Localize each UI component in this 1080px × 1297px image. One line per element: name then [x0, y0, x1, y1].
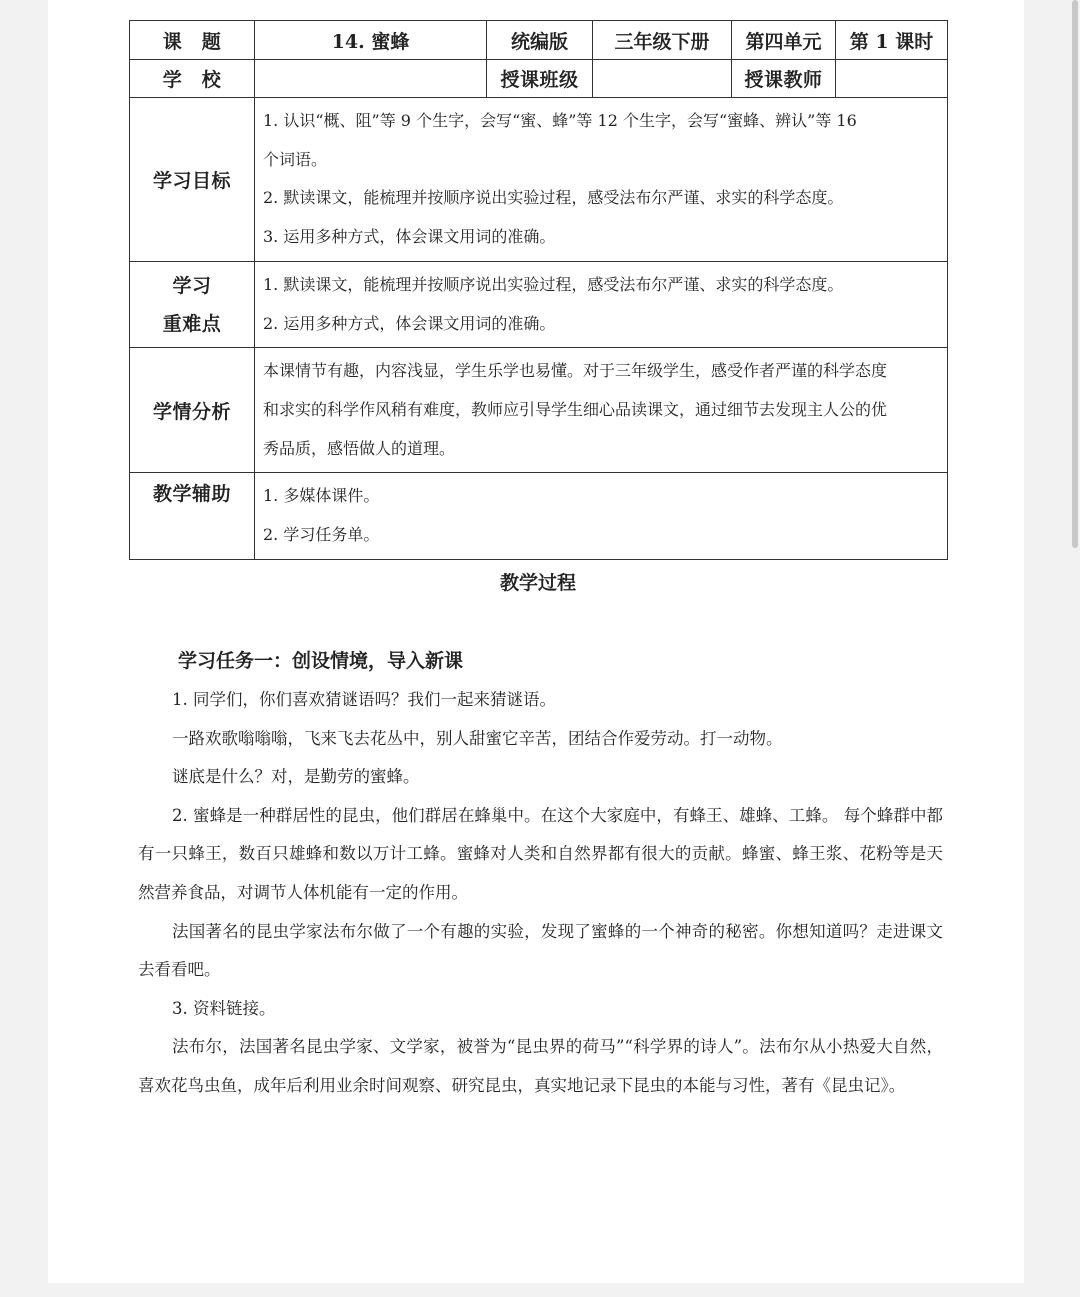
edition-value: 统编版	[487, 21, 593, 60]
paragraph: 谜底是什么？对，是勤劳的蜜蜂。	[172, 767, 420, 787]
aids-content	[255, 473, 948, 559]
school-label: 学 校	[130, 60, 255, 98]
paragraph: 3. 资料链接。	[172, 998, 276, 1018]
goals-line: 1. 认识“概、阻”等 9 个生字，会写“蜜、蜂”等 12 个生字，会写“蜜蜂、辨认”等 16	[263, 111, 857, 130]
class-label: 授课班级	[487, 60, 593, 98]
analysis-line: 秀品质，感悟做人的道理。	[263, 438, 456, 458]
key-points-label-line1: 学习	[172, 274, 212, 297]
lesson-info-table	[129, 20, 948, 560]
goals-label: 学习目标	[130, 98, 255, 262]
key-points-content	[255, 261, 948, 347]
table-row	[130, 98, 948, 262]
grade-value: 三年级下册	[593, 21, 732, 60]
table-row	[130, 348, 948, 473]
key-points-label	[130, 261, 255, 347]
paragraph: 2. 蜜蜂是一种群居性的昆虫，他们群居在蜂巢中。在这个大家庭中，有蜂王、雄蜂、工蜂。 每个蜂群中都有一只蜂王，数百只雄蜂和数以万计工蜂。蜜蜂对人类和自然界都有很大的贡献。蜂蜜、蜂王浆、花粉等是天然营养食品，对调节人体机能有一定的作用。	[138, 805, 943, 902]
analysis-line: 和求实的科学作风稍有难度，教师应引导学生细心品读课文，通过细节去发现主人公的优	[263, 399, 888, 419]
table-row	[130, 473, 948, 559]
unit-value: 第四单元	[732, 21, 836, 60]
scrollbar[interactable]	[1072, 0, 1078, 548]
paragraph: 法布尔，法国著名昆虫学家、文学家，被誉为“昆虫界的荷马”“科学界的诗人”。法布尔从小热爱大自然，喜欢花鸟虫鱼，成年后利用业余时间观察、研究昆虫，真实地记录下昆虫的本能与习性，著有《昆虫记》。	[138, 1037, 943, 1095]
aids-line: 2. 学习任务单。	[263, 525, 380, 545]
analysis-label: 学情分析	[130, 348, 255, 473]
teacher-label: 授课教师	[732, 60, 836, 98]
task-title: 学习任务一：创设情境，导入新课	[178, 650, 464, 672]
goals-line: 2. 默读课文，能梳理并按顺序说出实验过程，感受法布尔严谨、求实的科学态度。	[263, 188, 844, 208]
key-points-label-line2: 重难点	[162, 312, 222, 335]
table-row	[130, 261, 948, 347]
goals-line: 个词语。	[263, 149, 328, 169]
goals-content	[255, 98, 948, 262]
paragraph: 一路欢歌嗡嗡嗡，飞来飞去花丛中，别人甜蜜它辛苦，团结合作爱劳动。打一动物。	[172, 728, 783, 748]
key-points-line: 1. 默读课文，能梳理并按顺序说出实验过程，感受法布尔严谨、求实的科学态度。	[263, 274, 844, 294]
aids-label: 教学辅助	[130, 473, 255, 559]
topic-value: 14. 蜜蜂	[255, 21, 487, 60]
period-value: 第 1 课时	[836, 21, 948, 60]
paragraph: 法国著名的昆虫学家法布尔做了一个有趣的实验，发现了蜜蜂的一个神奇的秘密。你想知道吗？走进课文去看看吧。	[138, 921, 943, 980]
section-heading: 教学过程	[499, 572, 576, 594]
paragraph: 1. 同学们，你们喜欢猜谜语吗？我们一起来猜谜语。	[172, 690, 556, 709]
table-row	[130, 21, 948, 60]
analysis-content	[255, 348, 948, 473]
goals-line: 3. 运用多种方式，体会课文用词的准确。	[263, 227, 556, 247]
analysis-line: 本课情节有趣，内容浅显，学生乐学也易懂。对于三年级学生，感受作者严谨的科学态度	[263, 361, 888, 381]
table-row	[130, 60, 948, 98]
body-text	[138, 681, 943, 1106]
key-points-line: 2. 运用多种方式，体会课文用词的准确。	[263, 313, 556, 333]
topic-label: 课 题	[130, 21, 255, 60]
class-value	[593, 60, 732, 98]
aids-line: 1. 多媒体课件。	[263, 486, 380, 506]
school-value	[255, 60, 487, 98]
teacher-value	[836, 60, 948, 98]
